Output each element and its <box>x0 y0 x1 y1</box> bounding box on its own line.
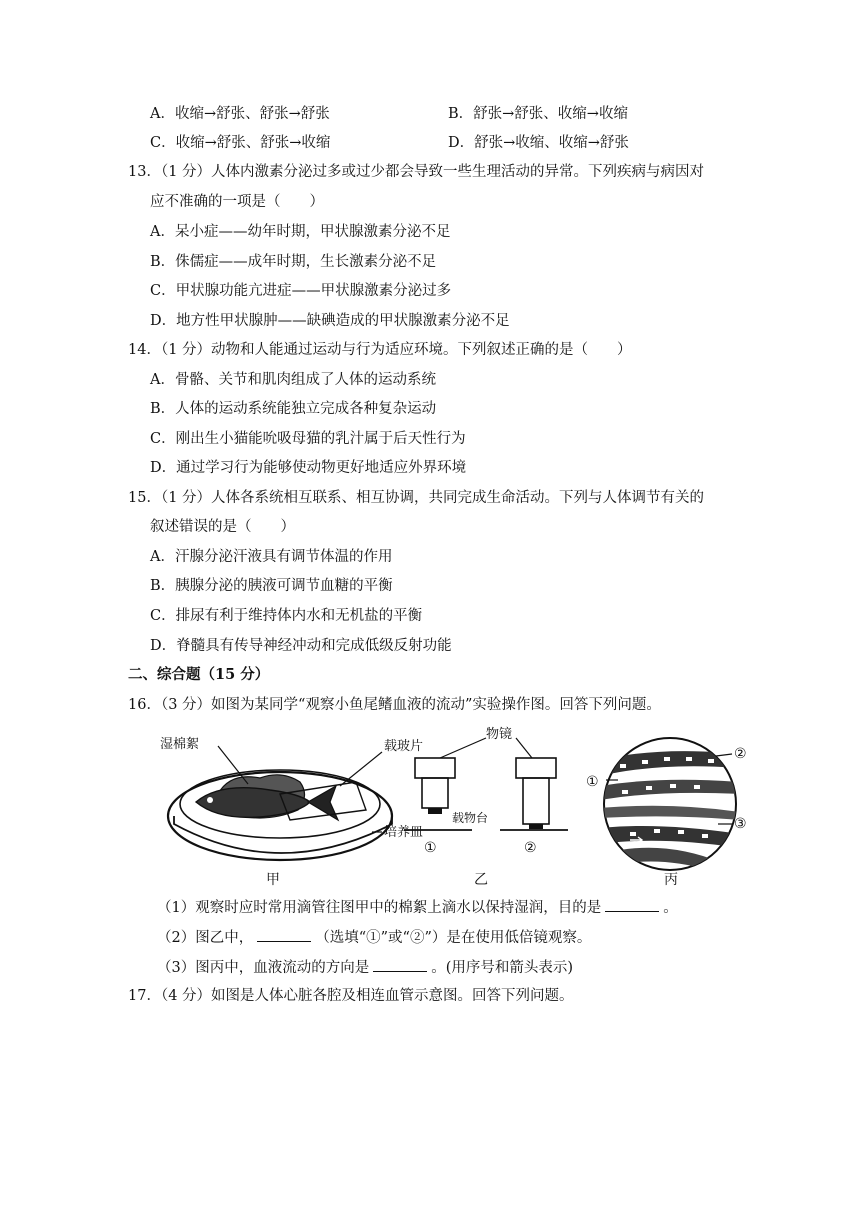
q12-option-c: C．收缩→舒张、舒张→收缩 <box>150 135 331 151</box>
q13-stem-line2: 应不准确的一项是（ ） <box>150 194 324 210</box>
answer-blank-1[interactable] <box>605 897 659 912</box>
q13-stem-line1: 13．（1 分）人体内激素分泌过多或过少都会导致一些生理活动的异常。下列疾病与病因对 <box>128 164 705 180</box>
q14-stem: 14．（1 分）动物和人能通过运动与行为适应环境。下列叙述正确的是（ ） <box>128 342 632 358</box>
fish-eye <box>207 797 213 803</box>
figure-yi <box>404 726 568 888</box>
objective-2-lens <box>529 824 543 829</box>
q17-stem: 17．（4 分）如图是人体心脏各腔及相连血管示意图。回答下列问题。 <box>128 988 574 1004</box>
figure-bing <box>586 738 747 888</box>
q13-option-c: C．甲状腺功能亢进症——甲状腺激素分泌过多 <box>150 283 452 299</box>
caption-bing: 丙 <box>664 872 678 888</box>
figure-jia <box>160 736 423 888</box>
answer-blank-3[interactable] <box>373 957 427 972</box>
q14-option-d: D．通过学习行为能够使动物更好地适应外界环境 <box>150 460 467 476</box>
q14-option-a: A．骨骼、关节和肌肉组成了人体的运动系统 <box>150 372 436 388</box>
q15-option-d: D．脊髓具有传导神经冲动和完成低级反射功能 <box>150 638 452 654</box>
q16-sub2: （2）图乙中， （选填“①”或“②”）是在使用低倍镜观察。 <box>157 927 591 948</box>
q13-option-d: D．地方性甲状腺肿——缺碘造成的甲状腺激素分泌不足 <box>150 313 510 329</box>
q15-stem-line2: 叙述错误的是（ ） <box>150 519 295 535</box>
q14-option-c: C．刚出生小猫能吮吸母猫的乳汁属于后天性行为 <box>150 431 466 447</box>
answer-blank-2[interactable] <box>257 927 311 942</box>
label-stage: 载物台 <box>452 811 489 825</box>
q14-option-b: B．人体的运动系统能独立完成各种复杂运动 <box>150 401 437 417</box>
q15-stem-line1: 15．（1 分）人体各系统相互联系、相互协调，共同完成生命活动。下列与人体调节有关的 <box>128 490 705 506</box>
caption-yi: 乙 <box>474 872 488 888</box>
label-bing-2: ② <box>734 746 747 762</box>
objective-2-top <box>516 758 556 778</box>
objective-2-body <box>523 778 549 824</box>
q15-option-b: B．胰腺分泌的胰液可调节血糖的平衡 <box>150 578 393 594</box>
caption-jia: 甲 <box>266 872 280 888</box>
objective-1-top <box>415 758 455 778</box>
q12-option-d: D．舒张→收缩、收缩→舒张 <box>448 135 629 151</box>
objective-1-lens <box>428 808 442 814</box>
q12-option-a: A．收缩→舒张、舒张→舒张 <box>150 106 330 122</box>
q15-option-c: C．排尿有利于维持体内水和无机盐的平衡 <box>150 608 423 624</box>
q16-sub3: （3）图丙中，血液流动的方向是 。(用序号和箭头表示) <box>157 957 573 978</box>
q13-option-a: A．呆小症——幼年时期，甲状腺激素分泌不足 <box>150 224 451 240</box>
label-objective: 物镜 <box>486 727 513 742</box>
label-slide: 载玻片 <box>384 739 424 754</box>
label-wet-cotton: 湿棉絮 <box>160 737 200 752</box>
objective-1-body <box>422 778 448 808</box>
label-bing-1: ① <box>586 774 599 790</box>
q15-option-a: A．汗腺分泌汗液具有调节体温的作用 <box>150 549 393 565</box>
label-yi-1: ① <box>424 840 437 856</box>
label-yi-2: ② <box>524 840 537 856</box>
q16-figure <box>160 724 760 892</box>
q13-option-b: B．侏儒症——成年时期，生长激素分泌不足 <box>150 254 437 270</box>
label-petri-dish: 培养皿 <box>384 825 424 840</box>
section-heading: 二、综合题（15 分） <box>128 666 270 683</box>
q12-option-b: B．舒张→舒张、收缩→收缩 <box>448 106 628 122</box>
label-bing-3: ③ <box>734 816 747 832</box>
q16-stem: 16．（3 分）如图为某同学“观察小鱼尾鳍血液的流动”实验操作图。回答下列问题。 <box>128 697 661 713</box>
q16-sub1: （1）观察时应时常用滴管往图甲中的棉絮上滴水以保持湿润，目的是 。 <box>157 897 678 918</box>
